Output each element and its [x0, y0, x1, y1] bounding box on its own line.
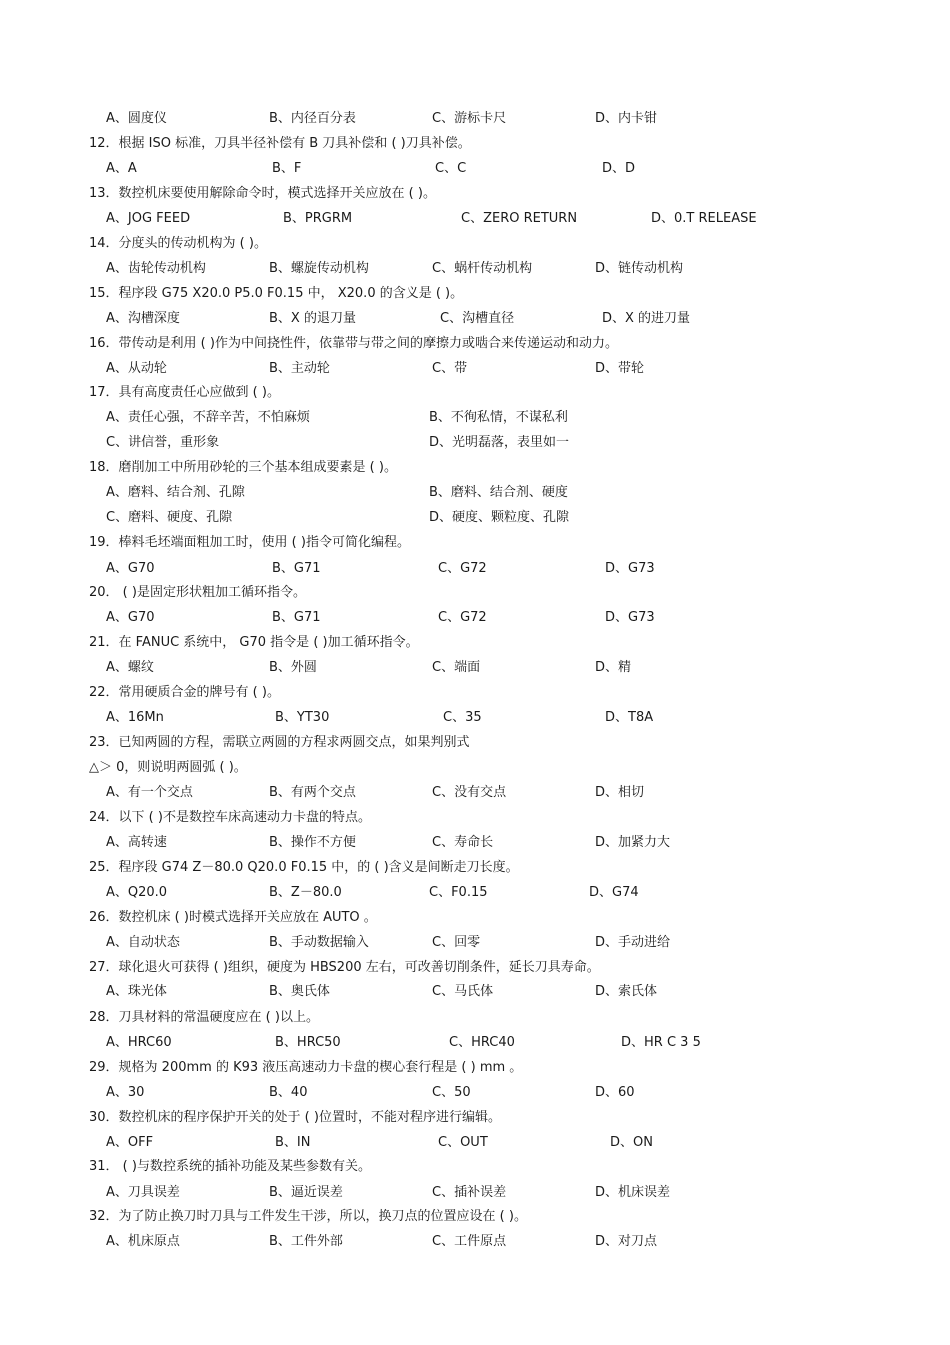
answer-option: A、A [106, 161, 137, 176]
answer-option: B、Z－80.0 [269, 885, 342, 900]
question-line [0, 184, 950, 204]
answer-option: C、F0.15 [429, 885, 488, 900]
answer-option: D、ON [610, 1135, 653, 1150]
question-line [0, 533, 950, 553]
answer-option: A、齿轮传动机构 [106, 261, 206, 276]
answer-option: B、F [272, 161, 302, 176]
answer-option: D、对刀点 [595, 1234, 658, 1249]
question-text: 13．数控机床要使用解除命令时，模式选择开关应放在 ( )。 [89, 186, 436, 201]
answer-option: D、手动进给 [595, 935, 671, 950]
answer-option: C、马氏体 [432, 984, 494, 999]
answer-option: D、0.T RELEASE [651, 211, 757, 226]
question-line [0, 334, 950, 354]
options-line [0, 1232, 950, 1252]
options-line [0, 1183, 950, 1203]
answer-option: C、C [435, 161, 467, 176]
options-line [0, 559, 950, 579]
question-line [0, 1108, 950, 1128]
options-line [0, 359, 950, 379]
answer-option: A、从动轮 [106, 361, 167, 376]
answer-option: B、操作不方便 [269, 835, 356, 850]
question-line [0, 284, 950, 304]
options-line [0, 608, 950, 628]
question-line [0, 583, 950, 603]
options-line [0, 259, 950, 279]
answer-option: B、内径百分表 [269, 111, 356, 126]
answer-option: A、沟槽深度 [106, 311, 180, 326]
answer-option: B、主动轮 [269, 361, 330, 376]
question-text: 32．为了防止换刀时刀具与工件发生干涉，所以，换刀点的位置应设在 ( )。 [89, 1209, 527, 1224]
question-line [0, 908, 950, 928]
question-text: 28．刀具材料的常温硬度应在 ( )以上。 [89, 1010, 319, 1025]
options-line [0, 483, 950, 503]
question-text: 29．规格为 200mm 的 K93 液压高速动力卡盘的楔心套行程是 ( ) mm 。 [89, 1060, 523, 1075]
question-line [0, 683, 950, 703]
answer-option: D、G73 [605, 561, 655, 576]
answer-option: B、逼近误差 [269, 1185, 343, 1200]
question-text: 30．数控机床的程序保护开关的处于 ( )位置时，不能对程序进行编辑。 [89, 1110, 501, 1125]
question-text: 15．程序段 G75 X20.0 P5.0 F0.15 中， X20.0 的含义是 ( )。 [89, 286, 464, 301]
answer-option: B、YT30 [275, 710, 330, 725]
answer-option: A、自动状态 [106, 935, 180, 950]
answer-option: B、有两个交点 [269, 785, 356, 800]
answer-option: A、16Mn [106, 710, 164, 725]
question-text: △＞ 0，则说明两圆弧 ( )。 [89, 760, 247, 775]
question-text: 26．数控机床 ( )时模式选择开关应放在 AUTO 。 [89, 910, 377, 925]
answer-option: C、OUT [438, 1135, 488, 1150]
options-line [0, 783, 950, 803]
answer-option: D、HR C 3 5 [621, 1035, 701, 1050]
options-line [0, 933, 950, 953]
answer-option: B、磨料、结合剂、硬度 [429, 485, 568, 500]
question-text: 19．棒料毛坯端面粗加工时，使用 ( )指令可简化编程。 [89, 535, 410, 550]
answer-option: C、寿命长 [432, 835, 494, 850]
answer-option: A、刀具误差 [106, 1185, 180, 1200]
answer-option: A、责任心强，不辞辛苦，不怕麻烦 [106, 410, 310, 425]
answer-option: D、加紧力大 [595, 835, 671, 850]
answer-option: B、工件外部 [269, 1234, 343, 1249]
answer-option: C、没有交点 [432, 785, 507, 800]
answer-option: C、50 [432, 1085, 471, 1100]
options-line [0, 708, 950, 728]
answer-option: A、机床原点 [106, 1234, 180, 1249]
options-line [0, 159, 950, 179]
answer-option: D、G73 [605, 610, 655, 625]
options-line [0, 833, 950, 853]
answer-option: D、T8A [605, 710, 654, 725]
answer-option: D、60 [595, 1085, 635, 1100]
answer-option: B、奥氏体 [269, 984, 330, 999]
question-line [0, 134, 950, 154]
question-text: 31． ( )与数控系统的插补功能及某些参数有关。 [89, 1159, 371, 1174]
answer-option: D、相切 [595, 785, 645, 800]
question-line [0, 383, 950, 403]
answer-option: B、PRGRM [283, 211, 353, 226]
answer-option: D、硬度、颗粒度、孔隙 [429, 510, 570, 525]
answer-option: D、内卡钳 [595, 111, 658, 126]
options-line [0, 508, 950, 528]
options-line [0, 1083, 950, 1103]
question-text: 17．具有高度责任心应做到 ( )。 [89, 385, 280, 400]
question-line [0, 1058, 950, 1078]
answer-option: D、D [602, 161, 636, 176]
question-text: 23．已知两圆的方程，需联立两圆的方程求两圆交点，如果判别式 [89, 735, 470, 750]
answer-option: C、回零 [432, 935, 481, 950]
question-line [0, 1157, 950, 1177]
options-line [0, 982, 950, 1002]
options-line [0, 408, 950, 428]
question-text: 25．程序段 G74 Z－80.0 Q20.0 F0.15 中，的 ( )含义是间断走刀长度。 [89, 860, 519, 875]
question-line [0, 1008, 950, 1028]
options-line [0, 658, 950, 678]
question-line [0, 234, 950, 254]
options-line [0, 109, 950, 129]
answer-option: B、X 的退刀量 [269, 311, 356, 326]
answer-option: B、不徇私情，不谋私利 [429, 410, 568, 425]
answer-option: A、磨料、结合剂、孔隙 [106, 485, 245, 500]
options-line [0, 883, 950, 903]
question-line [0, 1207, 950, 1227]
question-line [0, 633, 950, 653]
answer-option: B、IN [275, 1135, 311, 1150]
options-line [0, 1133, 950, 1153]
answer-option: B、螺旋传动机构 [269, 261, 369, 276]
answer-option: C、端面 [432, 660, 481, 675]
question-line [0, 858, 950, 878]
answer-option: C、工件原点 [432, 1234, 507, 1249]
question-line [0, 958, 950, 978]
options-line [0, 209, 950, 229]
answer-option: A、圆度仪 [106, 111, 167, 126]
answer-option: A、高转速 [106, 835, 167, 850]
answer-option: D、光明磊落，表里如一 [429, 435, 570, 450]
question-text: 22．常用硬质合金的牌号有 ( )。 [89, 685, 280, 700]
answer-option: C、游标卡尺 [432, 111, 507, 126]
question-text: 20． ( )是固定形状粗加工循环指令。 [89, 585, 306, 600]
question-text: 14．分度头的传动机构为 ( )。 [89, 236, 267, 251]
answer-option: D、索氏体 [595, 984, 658, 999]
answer-option: B、手动数据输入 [269, 935, 369, 950]
question-text: 27．球化退火可获得 ( )组织，硬度为 HBS200 左右，可改善切削条件，延长刀具寿命。 [89, 960, 600, 975]
answer-option: D、链传动机构 [595, 261, 684, 276]
answer-option: C、磨料、硬度、孔隙 [106, 510, 233, 525]
answer-option: D、带轮 [595, 361, 645, 376]
answer-option: A、OFF [106, 1135, 154, 1150]
question-text: 16．带传动是利用 ( )作为中间挠性件，依靠带与带之间的摩擦力或啮合来传递运动和动力。 [89, 336, 618, 351]
answer-option: C、蜗杆传动机构 [432, 261, 533, 276]
question-text: 24．以下 ( )不是数控车床高速动力卡盘的特点。 [89, 810, 371, 825]
answer-option: B、40 [269, 1085, 308, 1100]
answer-option: A、珠光体 [106, 984, 167, 999]
answer-option: C、讲信誉，重形象 [106, 435, 220, 450]
answer-option: C、35 [443, 710, 482, 725]
answer-option: A、JOG FEED [106, 211, 191, 226]
answer-option: B、G71 [272, 610, 321, 625]
answer-option: A、Q20.0 [106, 885, 168, 900]
answer-option: B、外圆 [269, 660, 317, 675]
answer-option: D、X 的进刀量 [602, 311, 691, 326]
answer-option: C、G72 [438, 610, 487, 625]
answer-option: D、精 [595, 660, 632, 675]
question-line [0, 808, 950, 828]
answer-option: A、G70 [106, 610, 155, 625]
answer-option: D、机床误差 [595, 1185, 671, 1200]
answer-option: B、G71 [272, 561, 321, 576]
answer-option: C、沟槽直径 [440, 311, 515, 326]
options-line [0, 1033, 950, 1053]
answer-option: B、HRC50 [275, 1035, 341, 1050]
answer-option: C、ZERO RETURN [461, 211, 578, 226]
answer-option: C、G72 [438, 561, 487, 576]
answer-option: A、G70 [106, 561, 155, 576]
answer-option: C、HRC40 [449, 1035, 515, 1050]
options-line [0, 309, 950, 329]
answer-option: A、HRC60 [106, 1035, 172, 1050]
question-line [0, 458, 950, 478]
question-text: 21．在 FANUC 系统中， G70 指令是 ( )加工循环指令。 [89, 635, 419, 650]
answer-option: D、G74 [589, 885, 639, 900]
question-line [0, 733, 950, 753]
question-text: 18．磨削加工中所用砂轮的三个基本组成要素是 ( )。 [89, 460, 397, 475]
question-text: 12．根据 ISO 标准，刀具半径补偿有 B 刀具补偿和 ( )刀具补偿。 [89, 136, 471, 151]
answer-option: A、螺纹 [106, 660, 154, 675]
question-line [0, 758, 950, 778]
answer-option: C、带 [432, 361, 468, 376]
answer-option: A、30 [106, 1085, 145, 1100]
options-line [0, 433, 950, 453]
answer-option: A、有一个交点 [106, 785, 193, 800]
answer-option: C、插补误差 [432, 1185, 507, 1200]
